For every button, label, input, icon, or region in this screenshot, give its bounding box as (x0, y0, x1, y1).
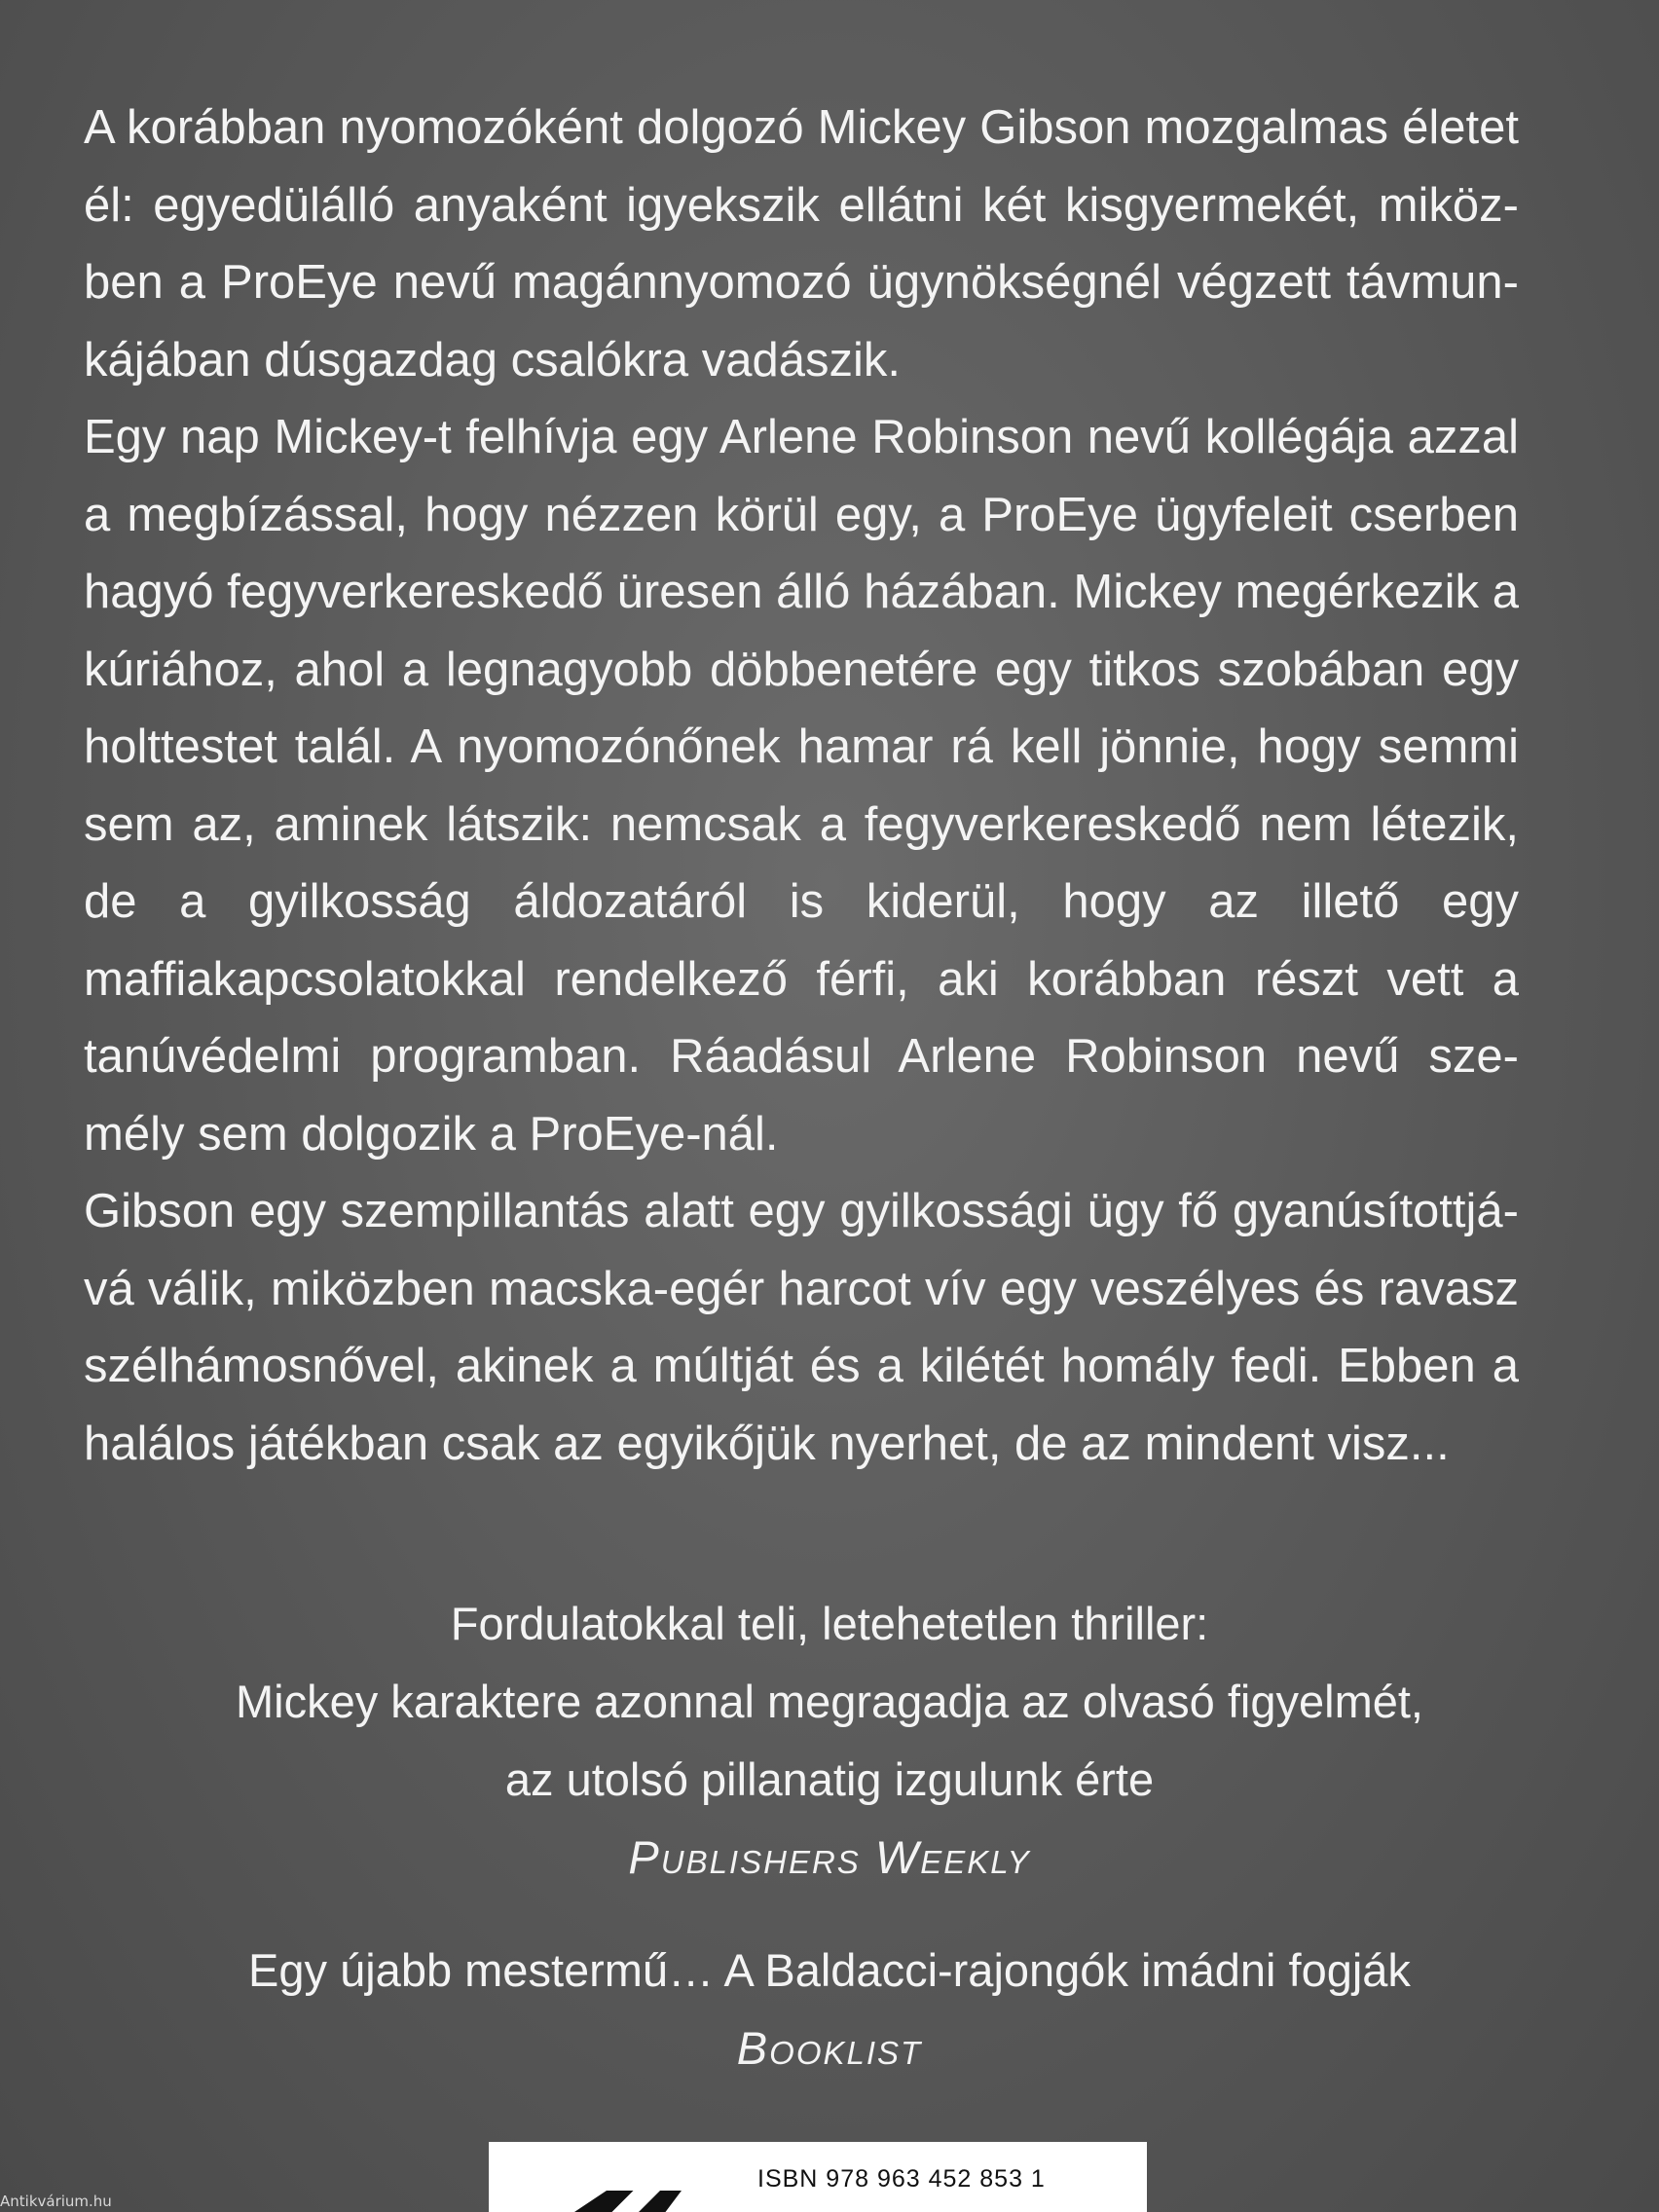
quote-1-source: Publishers Weekly (628, 1831, 1031, 1883)
quote-1-line-2: Mickey karaktere azonnal megragadja az olvasó figyelmét, (236, 1676, 1423, 1727)
blurb-paragraph-1: A korábban nyomozóként dolgozó Mickey Gibson mozgalmas életet él: egyedülálló anyaként igyekszik ellátni két kisgyermekét, miköz-ben a ProEye nevű magánnyomozó ügynökségnél végzett távmun-kájában dúsgazdag csalókra vadászik. (84, 101, 1519, 387)
watermark-text: Antikvárium.hu (0, 2193, 112, 2210)
quote-1-line-1: Fordulatokkal teli, letehetetlen thriller: (450, 1598, 1209, 1649)
blurb-text (84, 90, 1519, 1483)
quote-2-source: Booklist (736, 2022, 923, 2074)
isbn-number: ISBN 978 963 452 853 1 (757, 2165, 1046, 2193)
quote-2-line: Egy újabb mestermű… A Baldacci-rajongók imádni fogják (248, 1944, 1411, 1996)
blurb-paragraph-2: Egy nap Mickey-t felhívja egy Arlene Robinson nevű kollégája azzal a megbízással, hogy nézzen körül egy, a ProEye ügyfeleit cserben hagyó fegyverkereskedő üresen álló házában. Mickey megérkezik a kúriához, ahol a legnagyobb döbbenetére egy titkos szobában egy holttestet talál. A nyomozónőnek hamar rá kell jönnie, hogy semmi sem az, aminek látszik: nemcsak a fegyverkereskedő nem létezik, de a gyilkosság áldozatáról is kiderül, hogy az illető egy maffiakapcsolatokkal rendelkező férfi, aki korábban részt vett a tanúvédelmi programban. Ráadásul Arlene Robinson nevű sze-mély sem dolgozik a ProEye-nál. (84, 411, 1519, 1161)
publisher-logo-icon (574, 2191, 682, 2212)
quote-1-line-3: az utolsó pillanatig izgulunk érte (504, 1753, 1155, 1805)
barcode-panel (489, 2142, 1147, 2212)
review-quotes (0, 1585, 1659, 2087)
blurb-paragraph-3: Gibson egy szempillantás alatt egy gyilkossági ügy fő gyanúsítottjá-vá válik, miközben macska-egér harcot vív egy veszélyes és ravasz szélhámosnővel, akinek a múltját és a kilétét homály fedi. Ebben a halálos játékban csak az egyikőjük nyerhet, de az mindent visz... (84, 1185, 1519, 1470)
quote-spacer (0, 1897, 1659, 1932)
